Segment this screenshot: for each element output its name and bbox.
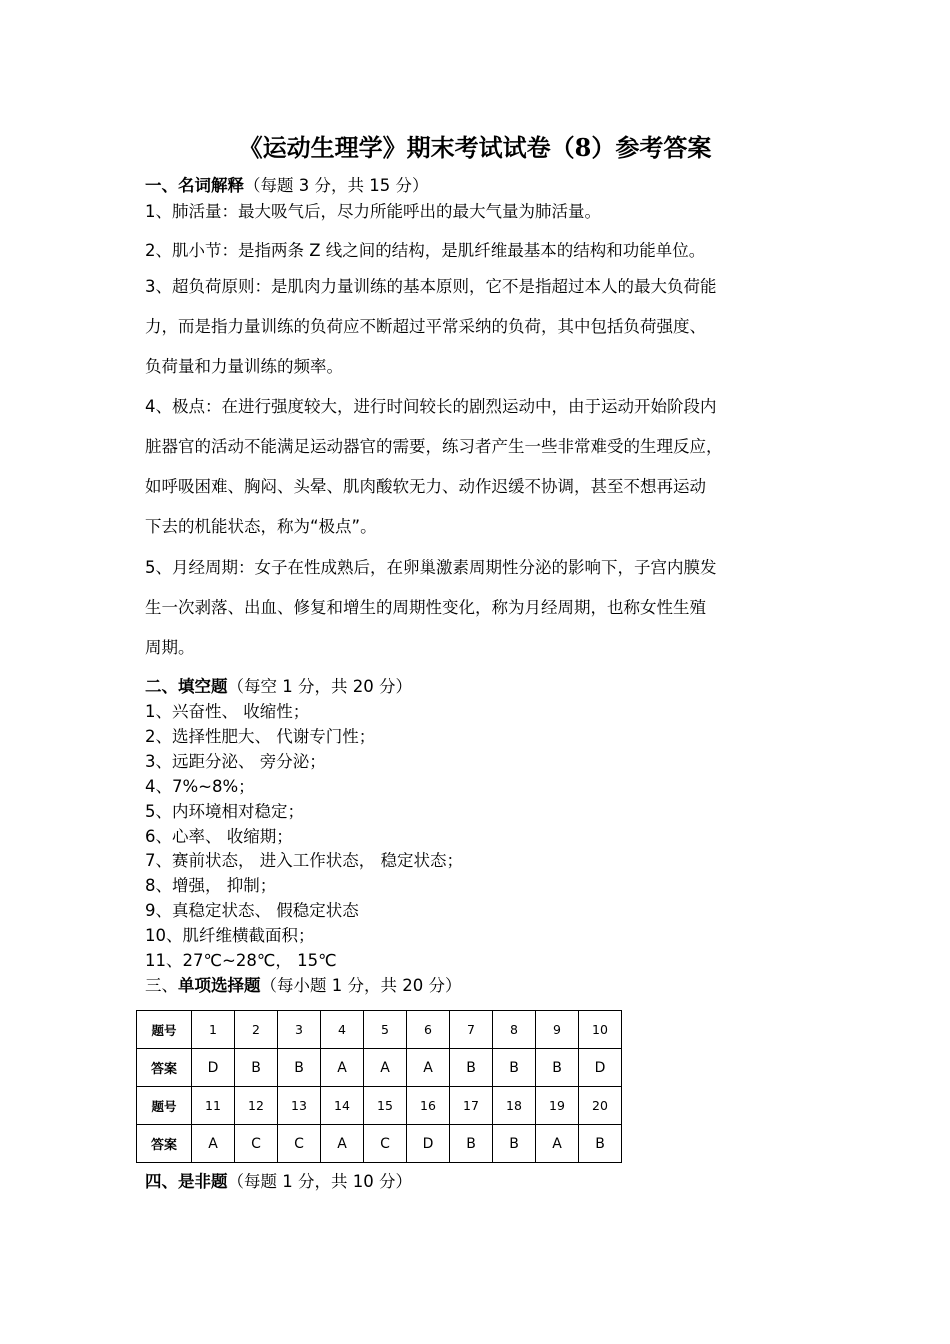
question-number: 10 (579, 1011, 622, 1049)
definition-item-2 (145, 231, 825, 271)
definition-line: 如呼吸困难、胸闷、头晕、肌肉酸软无力、动作迟缓不协调，甚至不想再运动 (145, 477, 706, 496)
section-2-heading: 二、填空题 (145, 677, 228, 696)
section-3-heading: 单项选择题 (178, 976, 261, 995)
answer-label: 答案 (137, 1125, 192, 1163)
answer-cell: B (493, 1125, 536, 1163)
question-number: 2 (235, 1011, 278, 1049)
section-1-heading: 一、名词解释 (145, 176, 244, 195)
definition-line: 下去的机能状态，称为“极点”。 (145, 517, 377, 536)
section-3-header (145, 974, 461, 998)
table-row (137, 1049, 622, 1087)
answer-cell: A (407, 1049, 450, 1087)
definition-line: 力，而是指力量训练的负荷应不断超过平常采纳的负荷，其中包括负荷强度、 (145, 317, 706, 336)
question-number: 9 (536, 1011, 579, 1049)
question-number: 8 (493, 1011, 536, 1049)
fill-item-5: 5、内环境相对稳定； (145, 801, 304, 821)
section-1-note: （每题 3 分，共 15 分） (244, 176, 429, 195)
question-number: 12 (235, 1087, 278, 1125)
section-2-note: （每空 1 分，共 20 分） (227, 677, 412, 696)
question-number: 5 (364, 1011, 407, 1049)
answer-cell: C (235, 1125, 278, 1163)
fill-item-6: 6、心率、 收缩期； (145, 826, 293, 846)
answer-cell: B (536, 1049, 579, 1087)
answer-cell: A (192, 1125, 235, 1163)
definition-line: 周期。 (145, 638, 195, 657)
table-row (137, 1125, 622, 1163)
answer-cell: A (364, 1049, 407, 1087)
definition-line: 4、极点：在进行强度较大，进行时间较长的剧烈运动中，由于运动开始阶段内 (145, 397, 717, 416)
question-number: 14 (321, 1087, 364, 1125)
answer-cell: B (235, 1049, 278, 1087)
answer-cell: D (407, 1125, 450, 1163)
fill-item-10: 10、肌纤维横截面积； (145, 926, 315, 946)
question-number-label: 题号 (137, 1011, 192, 1049)
answer-cell: B (493, 1049, 536, 1087)
answer-label: 答案 (137, 1049, 192, 1087)
section-2-header (145, 675, 412, 699)
question-number: 4 (321, 1011, 364, 1049)
section-3-prefix: 三、 (145, 976, 178, 995)
definition-item-4 (145, 387, 825, 547)
answer-cell: A (536, 1125, 579, 1163)
definition-line: 脏器官的活动不能满足运动器官的需要，练习者产生一些非常难受的生理反应， (145, 437, 723, 456)
definition-item-1 (145, 192, 825, 232)
fill-item-9: 9、真稳定状态、 假稳定状态 (145, 901, 359, 921)
question-number: 13 (278, 1087, 321, 1125)
definition-item-5 (145, 548, 825, 668)
fill-item-2: 2、选择性肥大、 代谢专门性； (145, 726, 376, 746)
answer-cell: D (579, 1049, 622, 1087)
definition-line: 5、月经周期：女子在性成熟后，在卵巢激素周期性分泌的影响下，子宫内膜发 (145, 558, 717, 577)
fill-item-7: 7、赛前状态， 进入工作状态， 稳定状态； (145, 851, 463, 871)
question-number-label: 题号 (137, 1087, 192, 1125)
answer-cell: B (278, 1049, 321, 1087)
fill-item-8: 8、增强， 抑制； (145, 876, 277, 896)
definition-line: 生一次剥落、出血、修复和增生的周期性变化，称为月经周期，也称女性生殖 (145, 598, 706, 617)
definition-line: 3、超负荷原则：是肌肉力量训练的基本原则，它不是指超过本人的最大负荷能 (145, 277, 717, 296)
answer-cell: C (278, 1125, 321, 1163)
answer-cell: B (450, 1125, 493, 1163)
answer-cell: A (321, 1049, 364, 1087)
definition-line: 2、肌小节：是指两条 Z 线之间的结构，是肌纤维最基本的结构和功能单位。 (145, 241, 706, 260)
question-number: 1 (192, 1011, 235, 1049)
definition-line: 负荷量和力量训练的频率。 (145, 357, 343, 376)
answer-cell: C (364, 1125, 407, 1163)
answer-cell: D (192, 1049, 235, 1087)
question-number: 16 (407, 1087, 450, 1125)
answer-cell: A (321, 1125, 364, 1163)
definition-line: 1、肺活量：最大吸气后，尽力所能呼出的最大气量为肺活量。 (145, 202, 601, 221)
fill-item-3: 3、远距分泌、 旁分泌； (145, 751, 326, 771)
question-number: 7 (450, 1011, 493, 1049)
section-3-note: （每小题 1 分，共 20 分） (260, 976, 462, 995)
answer-cell: B (450, 1049, 493, 1087)
section-4-note: （每题 1 分，共 10 分） (227, 1172, 412, 1191)
fill-item-1: 1、兴奋性、 收缩性； (145, 702, 310, 721)
answer-table (136, 1010, 622, 1163)
question-number: 20 (579, 1087, 622, 1125)
question-number: 17 (450, 1087, 493, 1125)
section-4-header (145, 1170, 412, 1194)
table-row (137, 1011, 622, 1049)
question-number: 11 (192, 1087, 235, 1125)
answer-cell: B (579, 1125, 622, 1163)
question-number: 6 (407, 1011, 450, 1049)
definition-item-3 (145, 267, 825, 387)
fill-blank-answers (145, 700, 463, 974)
fill-item-4: 4、7%~8%； (145, 776, 255, 796)
section-4-heading: 四、是非题 (145, 1172, 228, 1191)
fill-item-11: 11、27℃~28℃， 15℃ (145, 951, 337, 971)
question-number: 19 (536, 1087, 579, 1125)
table-row (137, 1087, 622, 1125)
question-number: 15 (364, 1087, 407, 1125)
question-number: 18 (493, 1087, 536, 1125)
question-number: 3 (278, 1011, 321, 1049)
page-title: 《运动生理学》期末考试试卷（8）参考答案 (238, 133, 712, 162)
